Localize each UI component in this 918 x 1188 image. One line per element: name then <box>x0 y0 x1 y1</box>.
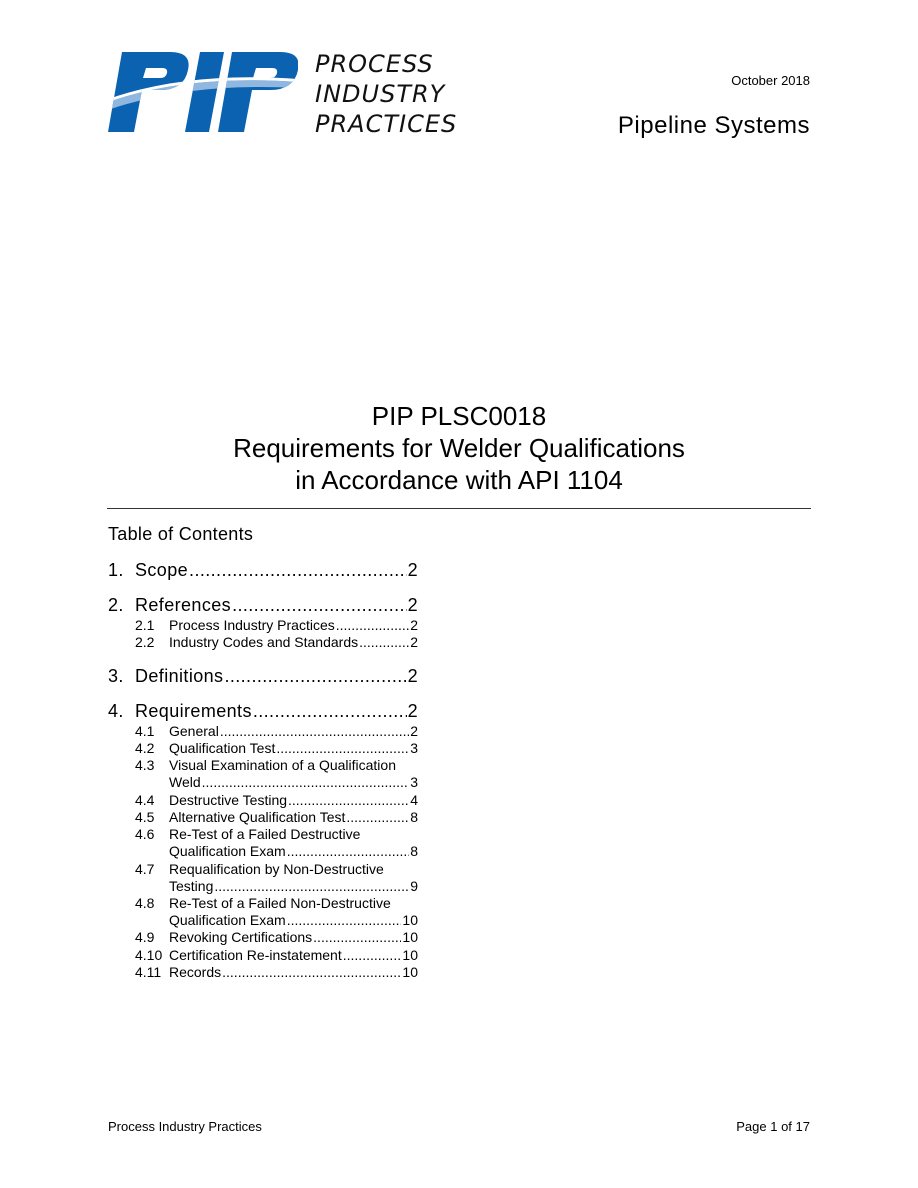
toc-leader <box>189 560 407 581</box>
toc-number: 3. <box>108 666 124 686</box>
toc-page: 3 <box>410 740 418 756</box>
title-line-3: in Accordance with API 1104 <box>295 465 623 495</box>
toc-leader <box>287 912 402 928</box>
toc-subentry[interactable] <box>135 757 418 773</box>
toc-label: Destructive Testing <box>169 792 288 808</box>
toc-label: Visual Examination of a Qualification <box>169 757 396 773</box>
toc-number: 4.5 <box>135 809 155 825</box>
toc-page: 2 <box>407 701 418 721</box>
toc-label: Revoking Certifications <box>169 929 313 945</box>
toc-number: 1. <box>108 560 124 580</box>
toc-page: 9 <box>410 878 418 894</box>
toc-leader <box>287 843 409 859</box>
title-line-2: Requirements for Welder Qualifications <box>233 433 685 463</box>
toc-number: 2.2 <box>135 634 155 650</box>
toc-label: Re-Test of a Failed Non-Destructive <box>169 895 391 911</box>
toc-leader <box>253 701 407 722</box>
toc-leader <box>359 634 409 650</box>
toc-number: 4.11 <box>135 964 162 980</box>
toc-subentry-continuation[interactable] <box>135 912 418 928</box>
toc-subentry[interactable] <box>135 826 418 842</box>
toc-page: 2 <box>407 595 418 615</box>
toc-page: 2 <box>407 560 418 580</box>
toc-page: 4 <box>410 792 418 808</box>
toc-leader <box>222 964 401 980</box>
toc-subentry[interactable] <box>135 895 418 911</box>
toc-heading: Table of Contents <box>108 524 254 544</box>
toc-label: Qualification Test <box>169 740 276 756</box>
toc-leader <box>202 774 410 790</box>
title-line-1: PIP PLSC0018 <box>371 401 547 431</box>
toc-page: 2 <box>410 723 418 739</box>
toc-subentry[interactable] <box>135 634 418 650</box>
toc-number: 4.8 <box>135 895 155 911</box>
toc-number: 2.1 <box>135 617 155 633</box>
toc-page: 10 <box>402 947 418 963</box>
toc-number: 4.10 <box>135 947 163 963</box>
toc-leader <box>214 878 409 894</box>
toc-number: 4.3 <box>135 757 155 773</box>
toc-page: 2 <box>410 634 418 650</box>
toc-entry-scope[interactable] <box>108 560 418 581</box>
toc-label: Qualification Exam <box>169 912 286 928</box>
toc-label: Qualification Exam <box>169 843 286 859</box>
toc-label: References <box>135 595 232 615</box>
toc-number: 4.6 <box>135 826 155 842</box>
toc-label: Re-Test of a Failed Destructive <box>169 826 361 842</box>
toc-subentry-continuation[interactable] <box>135 843 418 859</box>
toc-number: 4. <box>108 701 124 721</box>
toc-subentry[interactable] <box>135 617 418 633</box>
logo-word-2: INDUSTRY <box>315 80 446 108</box>
toc-label: General <box>169 723 219 739</box>
toc-label: Process Industry Practices <box>169 617 335 633</box>
toc-leader <box>343 947 402 963</box>
toc-subentry[interactable] <box>135 947 418 963</box>
logo-word-1: PROCESS <box>315 50 434 78</box>
toc-label: Requirements <box>135 701 252 721</box>
toc-subentry-continuation[interactable] <box>135 774 418 790</box>
toc-page: 2 <box>410 617 418 633</box>
toc-page: 8 <box>410 809 418 825</box>
toc-label: Requalification by Non-Destructive <box>169 861 384 877</box>
toc-subentry[interactable] <box>135 740 418 756</box>
toc-subentry[interactable] <box>135 723 418 739</box>
toc-label: Weld <box>169 774 201 790</box>
toc-page: 8 <box>410 843 418 859</box>
toc-label: Records <box>169 964 222 980</box>
toc-entry-requirements[interactable] <box>108 701 418 722</box>
toc-subentry[interactable] <box>135 964 418 980</box>
toc-entry-definitions[interactable] <box>108 666 418 687</box>
toc-subentry[interactable] <box>135 792 418 808</box>
toc-number: 4.9 <box>135 929 155 945</box>
toc-page: 3 <box>410 774 418 790</box>
toc-subentry[interactable] <box>135 929 418 945</box>
toc-page: 2 <box>407 666 418 686</box>
footer-organization: Process Industry Practices <box>108 1119 262 1134</box>
toc-number: 4.4 <box>135 792 155 808</box>
toc-page: 10 <box>402 929 418 945</box>
toc-number: 4.2 <box>135 740 155 756</box>
toc-leader <box>220 723 409 739</box>
toc-page: 10 <box>402 964 418 980</box>
toc-leader <box>346 809 409 825</box>
logo-word-3: PRACTICES <box>315 110 458 138</box>
toc-subentry[interactable] <box>135 809 418 825</box>
toc-page: 10 <box>402 912 418 928</box>
toc-label: Industry Codes and Standards <box>169 634 359 650</box>
toc-leader <box>224 666 406 687</box>
toc-subentry[interactable] <box>135 861 418 877</box>
toc-leader <box>276 740 409 756</box>
toc-leader <box>232 595 407 616</box>
toc-leader <box>336 617 409 633</box>
toc-leader <box>313 929 401 945</box>
toc-label: Scope <box>135 560 189 580</box>
toc-number: 4.7 <box>135 861 155 877</box>
document-date: October 2018 <box>731 73 810 88</box>
toc-label: Certification Re-instatement <box>169 947 342 963</box>
toc-subentry-continuation[interactable] <box>135 878 418 894</box>
toc-label: Alternative Qualification Test <box>169 809 346 825</box>
toc-number: 2. <box>108 595 124 615</box>
footer-page-number: Page 1 of 17 <box>736 1119 810 1134</box>
toc-entry-references[interactable] <box>108 595 418 616</box>
toc-label: Definitions <box>135 666 224 686</box>
toc-leader <box>288 792 409 808</box>
document-category: Pipeline Systems <box>617 112 810 139</box>
toc-number: 4.1 <box>135 723 155 739</box>
toc-label: Testing <box>169 878 214 894</box>
table-of-contents <box>108 0 418 1188</box>
